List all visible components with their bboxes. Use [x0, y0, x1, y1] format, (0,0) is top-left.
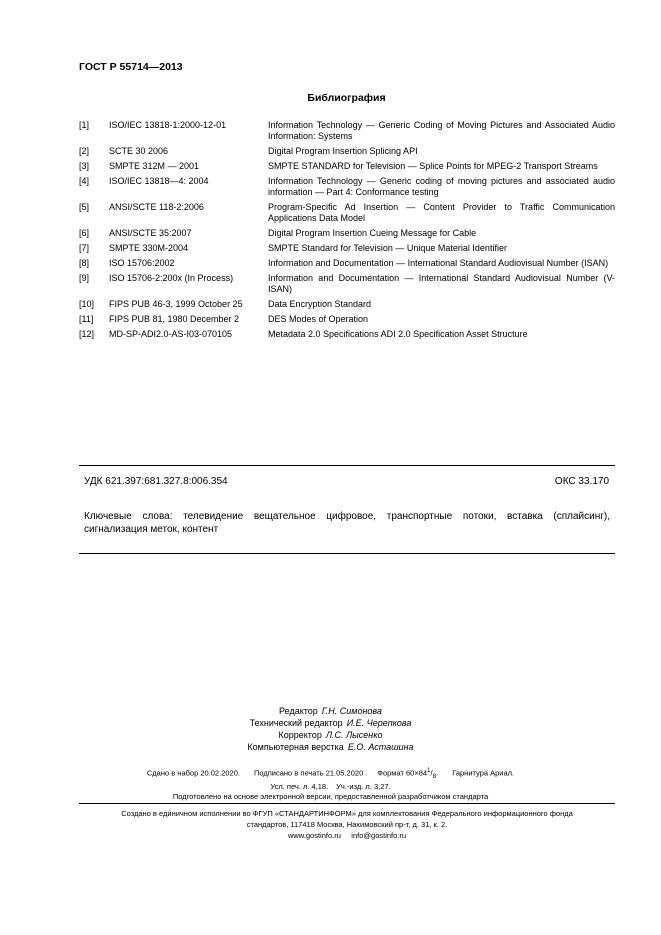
entry-code: FIPS PUB 81, 1980 December 2 [109, 314, 240, 324]
publication-line-2 [0, 782, 661, 792]
bibliography-entry [79, 314, 615, 325]
footer [79, 808, 615, 841]
publ-sheets: Уч.-изд. л. 3,27. [336, 782, 391, 791]
credit-editor [0, 705, 661, 717]
bibliography-entry [79, 176, 615, 198]
footer-line-2: стандартов, 117418 Москва, Нахимовский пр-т, д. 31, к. 2. [246, 820, 448, 829]
bibliography-list [79, 120, 615, 344]
bibliography-entry [79, 299, 615, 310]
credit-corrector [0, 729, 661, 741]
entry-number: [5] [79, 202, 90, 212]
entry-code: ANSI/SCTE 35:2007 [109, 228, 192, 238]
credit-name: Г.Н. Симонова [321, 706, 382, 716]
bibliography-entry [79, 258, 615, 269]
format-sub: 8 [432, 773, 437, 780]
entry-title: Information and Documentation — International Standard Audiovisual Number (ISAN) [268, 258, 609, 268]
credit-role: Редактор [279, 706, 318, 716]
entry-code: ISO 15706:2002 [109, 258, 175, 268]
entry-code: SCTE 30 2006 [109, 146, 169, 156]
entry-title: SMPTE Standard for Television — Unique Material Identifier [268, 243, 507, 253]
bibliography-entry [79, 243, 615, 254]
typeface: Гарнитура Ариал. [452, 768, 515, 778]
bibliography-entry [79, 146, 615, 157]
bibliography-entry [79, 228, 615, 239]
entry-code: ISO/IEC 13818—4: 2004 [109, 176, 209, 186]
entry-number: [9] [79, 273, 90, 283]
udk-code: УДК 621.397:681.327.8:006.354 [84, 476, 228, 487]
entry-title: Information and Documentation — International Standard Audiovisual Number (V-ISAN) [268, 273, 615, 294]
bibliography-entry [79, 202, 615, 224]
bibliography-entry [79, 161, 615, 172]
bottom-divider [79, 553, 615, 554]
credit-tech-editor [0, 717, 661, 729]
credits-block [0, 705, 661, 753]
submitted-date: Сдано в набор 20.02.2020. [146, 768, 240, 778]
entry-code: SMPTE 330M-2004 [109, 243, 189, 253]
entry-number: [7] [79, 243, 90, 253]
footer-line-1: Создано в единичном исполнении во ФГУП «СТАНДАРТИНФОРМ» для комплектования Федерального информационного фонда [121, 809, 573, 818]
entry-code: FIPS PUB 46-3, 1999 October 25 [109, 299, 243, 309]
entry-code: ISO/IEC 13818-1:2000-12-01 [109, 120, 227, 130]
entry-title: Digital Program Insertion Splicing API [268, 146, 418, 156]
footer-divider [79, 803, 615, 804]
entry-title: Information Technology — Generic coding of moving pictures and associated audio information — Part 4: Conformance testing [268, 176, 615, 197]
bibliography-entry [79, 329, 615, 340]
bibliography-entry [79, 120, 615, 142]
format-sup: 1 [427, 767, 431, 774]
bibliography-entry [79, 273, 615, 295]
entry-number: [6] [79, 228, 90, 238]
bibliography-title: Библиография [307, 92, 386, 104]
entry-number: [4] [79, 176, 90, 186]
oks-code: ОКС 33.170 [554, 476, 609, 487]
credit-layout [0, 741, 661, 753]
publication-line-1: Сдано в набор 20.02.2020. Подписано в печать 21.05.2020 Формат $60\times 84^1/_8$. Гарнитура Ариал. [146, 767, 515, 780]
publication-line-3: Подготовлено на основе электронной версии, предоставленной разработчиком стандарта [172, 792, 489, 801]
entry-code: SMPTE 312M — 2001 [109, 161, 200, 171]
signed-date: Подписано в печать 21.05.2020 [253, 768, 364, 778]
entry-code: ANSI/SCTE 118-2:2006 [109, 202, 204, 212]
entry-title: SMPTE STANDARD for Television — Splice Points for MPEG-2 Transport Streams [268, 161, 598, 171]
entry-code: ISO 15706-2:200x (In Process) [109, 273, 234, 283]
entry-number: [1] [79, 120, 90, 130]
entry-number: [2] [79, 146, 90, 156]
publication-info [0, 766, 661, 802]
keywords: Ключевые слова: телевидение вещательное цифровое, транспортные потоки, вставка (сплайсинг), сигнализация меток, контент [84, 511, 610, 535]
entry-title: Data Encryption Standard [268, 299, 372, 309]
entry-number: [8] [79, 258, 90, 268]
entry-code: MD-SP-ADI2.0-AS-I03-070105 [109, 329, 233, 339]
credit-role: Корректор [278, 730, 322, 740]
top-divider [79, 465, 615, 466]
print-sheets: Усл. печ. л. 4,18. [270, 782, 329, 791]
credit-role: Компьютерная верстка [247, 742, 344, 752]
credit-name: И.Е. Черепкова [346, 718, 412, 728]
document-code: ГОСТ Р 55714—2013 [79, 61, 183, 73]
entry-number: [3] [79, 161, 90, 171]
entry-title: Program-Specific Ad Insertion — Content Provider to Traffic Communication Applications Data Model [268, 202, 615, 223]
entry-number: [10] [79, 299, 95, 309]
entry-number: [12] [79, 329, 95, 339]
entry-title: Metadata 2.0 Specifications ADI 2.0 Specification Asset Structure [268, 329, 528, 339]
credit-name: Е.О. Асташина [347, 742, 414, 752]
entry-title: DES Modes of Operation [268, 314, 369, 324]
format-label: Формат 60×84 [377, 768, 428, 778]
entry-number: [11] [79, 314, 94, 324]
entry-title: Information Technology — Generic Coding of Moving Pictures and Associated Audio Information: Systems [268, 120, 615, 141]
footer-line-3: www.gostinfo.ru info@gostinfo.ru [287, 831, 407, 840]
entry-title: Digital Program Insertion Cueing Message for Cable [268, 228, 477, 238]
credit-role: Технический редактор [249, 718, 343, 728]
credit-name: Л.С. Лысенко [325, 730, 383, 740]
